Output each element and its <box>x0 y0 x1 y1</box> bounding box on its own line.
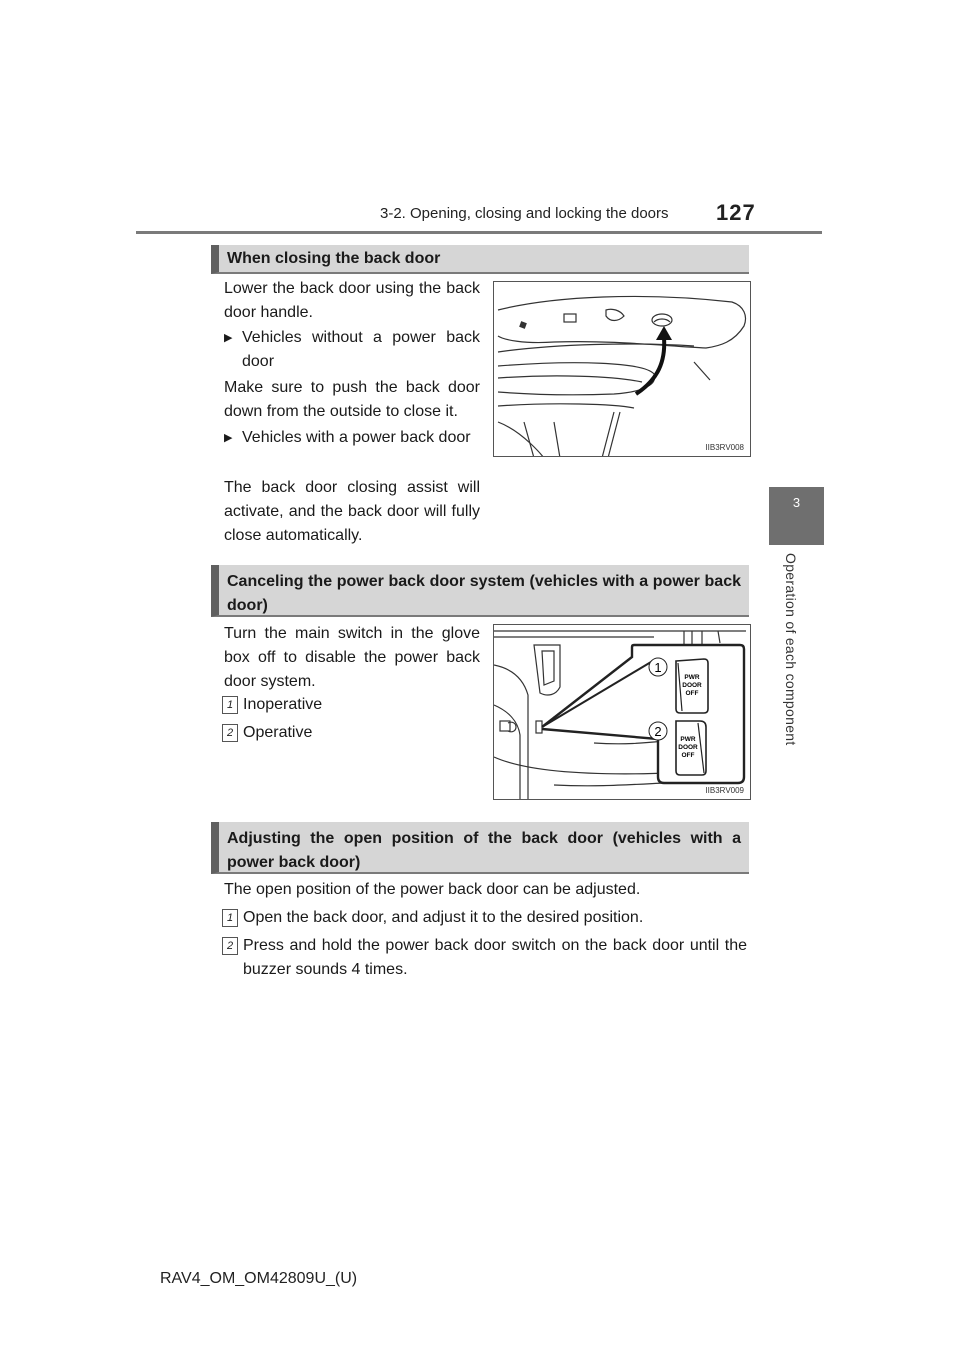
triangle-bullet-icon: ▶ <box>224 432 233 444</box>
bullet-no-power-door-text: Vehicles without a power back door <box>242 329 480 370</box>
glove-box-illustration <box>494 625 751 800</box>
document-code: RAV4_OM_OM42809U_(U) <box>160 1270 358 1287</box>
triangle-bullet-icon: ▶ <box>224 332 233 344</box>
switch-label-line: PWR <box>680 736 696 743</box>
switch-label-line: DOOR <box>678 744 698 751</box>
bullet-no-power-door <box>224 326 480 374</box>
chapter-title: Operation of each component <box>783 553 799 746</box>
switch-label-line: OFF <box>681 752 695 759</box>
chapter-number: 3 <box>792 495 801 510</box>
item-operative: Operative <box>243 724 313 741</box>
figure-id-label: IIB3RV008 <box>705 443 744 452</box>
callout-number: 1 <box>654 660 662 675</box>
closing-intro: Lower the back door using the back door handle. <box>224 280 480 321</box>
adjusting-intro: The open position of the power back door can be adjusted. <box>224 881 641 898</box>
callout-number: 2 <box>654 724 662 739</box>
section-heading-canceling: Canceling the power back door system (vehicles with a power back door) <box>211 565 749 617</box>
switch-label-line: DOOR <box>682 682 702 689</box>
page-number: 127 <box>716 200 756 225</box>
closing-text-manual: Make sure to push the back door down from the outside to close it. <box>224 379 480 420</box>
switch-label-line: OFF <box>685 690 699 697</box>
closing-text-assist: The back door closing assist will activate, and the back door will fully close automatically. <box>224 479 480 544</box>
step-1-text: Open the back door, and adjust it to the desired position. <box>243 909 644 926</box>
bullet-power-door-text: Vehicles with a power back door <box>242 429 471 446</box>
figure-id-label: IIB3RV009 <box>705 786 744 795</box>
switch-label-line: PWR <box>684 674 700 681</box>
item-inoperative: Inoperative <box>243 696 323 713</box>
section-heading-closing: When closing the back door <box>211 245 749 274</box>
item-number-badge: 2 <box>222 724 238 742</box>
item-number-badge: 1 <box>222 696 238 714</box>
step-2-text: Press and hold the power back door switch on the back door until the buzzer sounds 4 times. <box>243 937 747 978</box>
section-heading-adjusting: Adjusting the open position of the back door (vehicles with a power back door) <box>211 822 749 874</box>
figure-back-door-handle <box>493 281 751 457</box>
step-number-badge: 1 <box>222 909 238 927</box>
step-number-badge: 2 <box>222 937 238 955</box>
switch-off-position <box>676 659 708 713</box>
switch-on-position <box>676 721 706 775</box>
bullet-power-door <box>224 426 480 474</box>
figure-glove-box-switch <box>493 624 751 800</box>
running-header-section: 3-2. Opening, closing and locking the doors <box>380 205 669 222</box>
header-rule <box>136 231 822 234</box>
back-door-illustration <box>494 282 751 457</box>
canceling-intro: Turn the main switch in the glove box off to disable the power back door system. <box>224 625 480 690</box>
